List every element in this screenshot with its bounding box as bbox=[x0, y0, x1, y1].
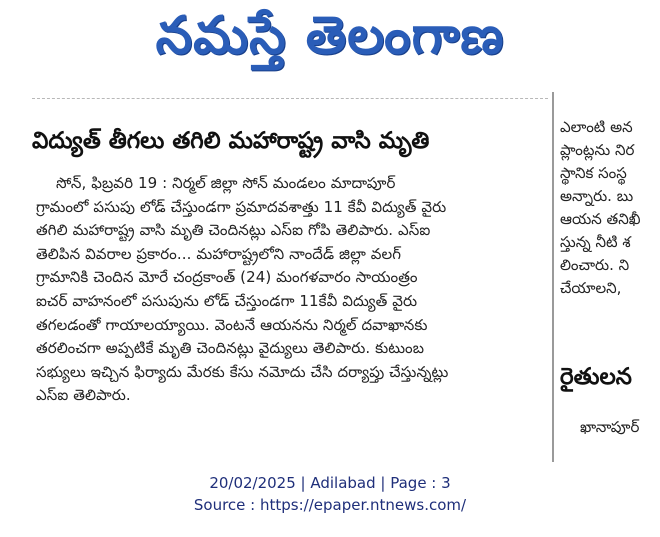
article-body bbox=[36, 172, 542, 408]
adjacent-line: ఎలాంటి అన bbox=[560, 118, 633, 136]
divider bbox=[32, 98, 548, 99]
article-line: ఐచర్ వాహనంలో పసుపును లోడ్ చేస్తుండగా 11కేవీ విద్యుత్ వైరు bbox=[36, 291, 418, 310]
adjacent-line: ఖానాపూర్ bbox=[580, 418, 640, 436]
article-line: సోన్, ఫిబ్రవరి 19 : నిర్మల్ జిల్లా సోన్ మండలం మాదాపూర్ bbox=[56, 174, 396, 192]
article-line: తెలిపిన వివరాల ప్రకారం... మహారాష్ట్రలోని నాందేడ్ జిల్లా వలగ్ bbox=[36, 244, 402, 263]
adjacent-line: ఆయన తనిఖీ bbox=[560, 210, 641, 228]
source-url: Source : https://epaper.ntnews.com/ bbox=[193, 496, 467, 514]
article-line: ఎస్ఐ తెలిపారు. bbox=[36, 386, 131, 405]
adjacent-line: అన్నారు. బు bbox=[560, 187, 634, 205]
article-headline: విద్యుత్ తీగలు తగిలి మహారాష్ట్ర వాసి మృతి bbox=[32, 128, 430, 154]
masthead bbox=[0, 0, 660, 86]
article-line: గ్రామంలో పసుపు లోడ్ చేస్తుండగా ప్రమాదవశాత్తు 11 కేవీ విద్యుత్ వైరు bbox=[36, 197, 447, 216]
adjacent-line: స్తున్న నీటి శ bbox=[560, 233, 631, 251]
date-edition-page: 20/02/2025 | Adilabad | Page : 3 bbox=[209, 474, 451, 492]
adjacent-line: చేయాలని, bbox=[560, 279, 622, 297]
adjacent-headline: రైతులన bbox=[560, 364, 632, 390]
source-footer bbox=[0, 472, 660, 516]
article-line: గ్రామానికి చెందిన మోరే చంద్రకాంత్ (24) మంగళవారం సాయంత్రం bbox=[36, 268, 418, 287]
adjacent-column bbox=[560, 92, 660, 462]
adjacent-line: లించారు. ని bbox=[560, 256, 630, 274]
article-line: సభ్యులు ఇచ్చిన ఫిర్యాదు మేరకు కేసు నమోదు చేసి దర్యాప్తు చేస్తున్నట్లు bbox=[36, 362, 449, 381]
article-line: తగిలి మహారాష్ట్ర వాసి మృతి చెందినట్లు ఎస్ఐ గోపి తెలిపారు. ఎస్ఐ bbox=[36, 221, 431, 240]
adjacent-line: స్థానిక సంస్థ bbox=[560, 164, 627, 182]
adjacent-line: ప్లాంట్లను నిర bbox=[560, 141, 635, 159]
article-line: తరలించగా అప్పటికే మృతి చెందినట్లు వైద్యులు తెలిపారు. కుటుంబ bbox=[36, 339, 425, 358]
column-divider bbox=[552, 92, 554, 462]
article-line: తగలడంతో గాయాలయ్యాయి. వెంటనే ఆయనను నిర్మల్ దవాఖానకు bbox=[36, 315, 428, 334]
newspaper-logo: నమస్తే తెలంగాణ bbox=[155, 5, 505, 66]
article-clipping bbox=[32, 92, 660, 462]
